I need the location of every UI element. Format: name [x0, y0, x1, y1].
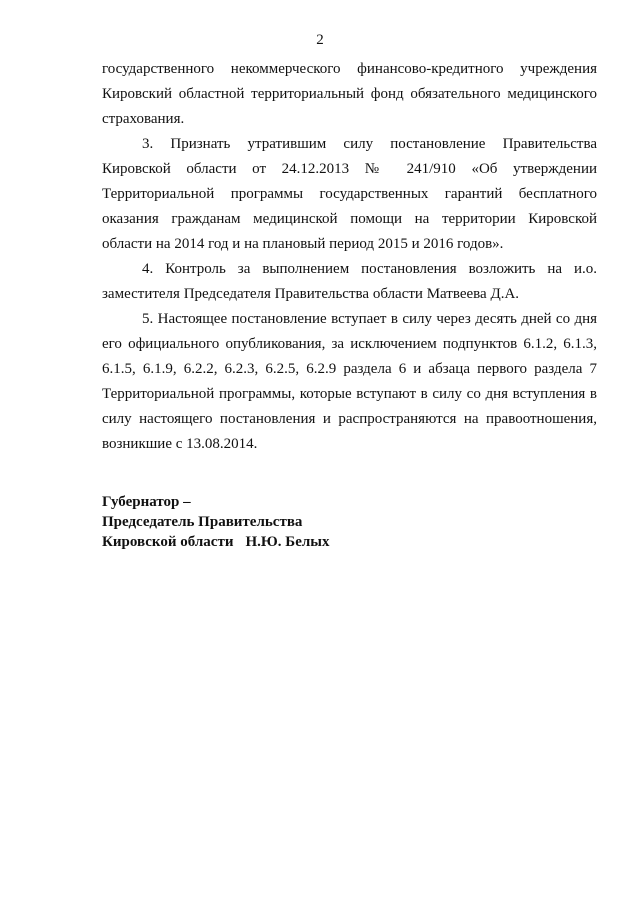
signature-title-line1: Губернатор – — [102, 494, 191, 510]
signature-title-line3: Кировской области — [102, 534, 234, 550]
signature-title-line2: Председатель Правительства — [102, 514, 303, 530]
page-number: 2 — [316, 32, 324, 48]
signature-line3 — [102, 532, 462, 552]
paragraph-item-3: 3. Признать утратившим силу постановление Правительства Кировской области от 24.12.2013 № 241/910 «Об утверждении Территориальной программы государственных гарантий бесплатного оказания гражданам медицинской помощи на территории Кировской области на 2014 год и на плановый период 2015 и 2016 годов». — [102, 136, 597, 252]
paragraph-item-5: 5. Настоящее постановление вступает в силу через десять дней со дня его официального опубликования, за исключением подпунктов 6.1.2, 6.1.3, 6.1.5, 6.1.9, 6.2.2, 6.2.3, 6.2.5, 6.2.9 раздела 6 и абзаца первого раздела 7 Территориальной программы, которые вступают в силу со дня вступления в силу настоящего постановления и распространяются на правоотношения, возникшие с 13.08.2014. — [102, 311, 597, 452]
signatory-name: Н.Ю. Белых — [245, 534, 330, 550]
signature-block — [102, 492, 462, 552]
paragraph-continuation: государственного некоммерческого финансово-кредитного учреждения Кировский областной территориальный фонд обязательного медицинского страхования. — [102, 61, 597, 127]
paragraph-item-4: 4. Контроль за выполнением постановления возложить на и.о. заместителя Председателя Правительства области Матвеева Д.А. — [102, 261, 597, 302]
document-body — [102, 57, 597, 457]
